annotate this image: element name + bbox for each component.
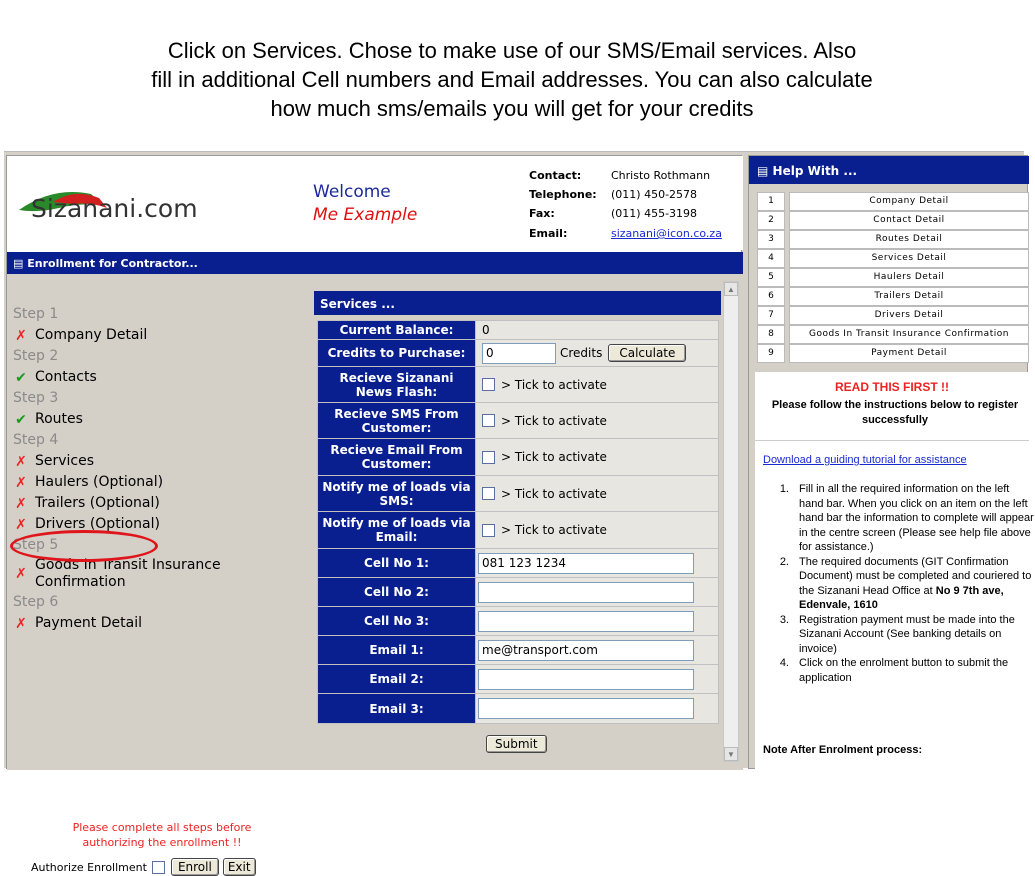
newsflash-cell [476,367,718,402]
notify-email-checkbox[interactable] [482,524,495,537]
help-num: 6 [757,287,785,306]
email3-row [318,694,718,723]
welcome-label: Welcome [313,182,391,202]
exit-button[interactable]: Exit [223,858,256,876]
list-text [799,555,1035,613]
list-number: 3. [779,613,789,626]
list-text: Registration payment must be made into the Sizanani Account (See banking details on invoice) [799,613,1015,655]
help-item-company[interactable] [757,192,1029,211]
nav-label: Goods In Transit Insurance Confirmation [35,557,221,590]
list-item [765,482,1035,555]
help-info-panel [755,372,1034,770]
step-5-heading: Step 5 [13,537,59,553]
window-icon: ▤ [13,257,24,270]
balance-row [318,321,718,340]
credits-input[interactable] [482,343,556,364]
telephone-label: Telephone: [529,188,597,201]
incomplete-x-icon: ✗ [15,566,27,582]
cell1-row [318,549,718,578]
caption-line-2: fill in additional Cell numbers and Email addresses. You can also calculate [151,67,873,92]
step-4-heading: Step 4 [13,432,59,448]
complete-check-icon: ✔ [15,411,27,428]
nav-label: Drivers (Optional) [35,516,160,532]
authorize-row [31,858,256,876]
credits-cell [476,340,718,366]
divider [755,440,1029,441]
step-nav [13,304,303,634]
list-number: 2. [779,555,789,568]
fax-value: (011) 455-3198 [611,207,698,220]
read-first-instructions: Please follow the instructions below to register successfully [771,399,1019,426]
help-frame [748,155,1034,769]
notify-email-cell [476,512,718,548]
help-item-trailers[interactable] [757,287,1029,306]
notify-email-row [318,512,718,549]
credits-label: Credits to Purchase: [318,340,476,366]
credits-unit: Credits [560,346,603,360]
help-item-contact[interactable] [757,211,1029,230]
help-label[interactable]: Routes Detail [789,230,1029,249]
help-num: 8 [757,325,785,344]
help-num: 2 [757,211,785,230]
calculate-button[interactable]: Calculate [608,344,686,362]
cell2-label: Cell No 2: [318,578,476,606]
notify-email-label: Notify me of loads via Email: [318,512,476,548]
nav-services[interactable] [13,451,303,472]
nav-haulers[interactable] [13,472,303,493]
nav-label: Services [35,453,95,469]
notify-sms-label: Notify me of loads via SMS: [318,476,476,511]
contact-label: Contact: [529,169,582,182]
incomplete-x-icon: ✗ [15,453,27,470]
cell2-input[interactable] [478,582,694,603]
nav-contacts[interactable] [13,367,303,388]
services-panel [314,291,721,758]
sms-customer-checkbox[interactable] [482,414,495,427]
list-number: 1. [779,483,789,495]
help-item-haulers[interactable] [757,268,1029,287]
cell2-row [318,578,718,607]
list-item [765,656,1035,685]
user-name: Me Example [313,205,418,225]
tick-text: > Tick to activate [501,377,607,392]
help-num: 9 [757,344,785,363]
nav-trailers[interactable] [13,493,303,514]
logo-text: Sizanani.com [31,194,198,223]
nav-label: Trailers (Optional) [35,495,160,511]
help-label[interactable]: Company Detail [789,192,1029,211]
step-6-heading: Step 6 [13,594,59,610]
instruction-caption [0,36,1024,123]
help-num: 7 [757,306,785,325]
cell2-cell [476,578,718,606]
help-item-payment[interactable] [757,344,1029,363]
services-title: Services ... [314,291,721,315]
submit-button[interactable]: Submit [486,735,547,753]
help-label[interactable]: Trailers Detail [789,287,1029,306]
tick-text: > Tick to activate [501,413,607,428]
step-2-heading: Step 2 [13,348,59,364]
credits-row [318,340,718,367]
browser-screenshot [4,151,1034,874]
nav-label: Contacts [35,369,97,385]
notify-sms-row [318,476,718,512]
help-num: 4 [757,249,785,268]
nav-routes[interactable] [13,409,303,430]
incomplete-x-icon: ✗ [15,495,27,512]
help-num: 5 [757,268,785,287]
help-num: 1 [757,192,785,211]
notify-sms-checkbox[interactable] [482,487,495,500]
newsflash-checkbox[interactable] [482,378,495,391]
sms-customer-label: Recieve SMS From Customer: [318,403,476,438]
incomplete-x-icon: ✗ [15,615,27,632]
authorize-checkbox[interactable] [152,861,165,874]
help-item-routes[interactable] [757,230,1029,249]
help-topic-list [757,192,1029,363]
cell1-input[interactable] [478,553,694,574]
cell3-label: Cell No 3: [318,607,476,635]
email-customer-cell [476,439,718,475]
tick-text: > Tick to activate [501,523,607,537]
help-label[interactable]: Goods In Transit Insurance Confirmation [789,325,1029,344]
balance-value: 0 [476,321,718,339]
scroll-down-icon[interactable]: ▼ [724,747,738,761]
head-office-address: No 9 7th ave, Edenvale, 1610 [799,584,1004,611]
email3-label: Email 3: [318,694,476,723]
email2-input[interactable] [478,669,694,690]
email-link[interactable]: sizanani@icon.co.za [611,227,722,240]
list-number: 4. [779,657,789,669]
email3-cell [476,694,718,723]
help-title: Help With ... [772,164,858,178]
list-text: Fill in all the required information on the left hand bar. When you click on an item on the left hand bar the information to complete will appear in the centre screen (Please see help file above for assistance.) [799,483,1034,553]
authorize-warning: Please complete all steps before authorizing the enrollment !! [72,821,252,849]
scroll-up-icon[interactable]: ▲ [724,282,738,296]
email-customer-checkbox[interactable] [482,451,495,464]
enroll-button[interactable]: Enroll [171,858,219,876]
nav-payment-detail[interactable] [13,613,303,634]
email2-row [318,665,718,694]
notify-sms-cell [476,476,718,511]
nav-label: Haulers (Optional) [35,474,164,490]
email3-input[interactable] [478,698,694,719]
help-label[interactable]: Payment Detail [789,344,1029,363]
help-item-drivers[interactable] [757,306,1029,325]
help-label[interactable]: Services Detail [789,249,1029,268]
help-label[interactable]: Contact Detail [789,211,1029,230]
email-customer-row [318,439,718,476]
help-num: 3 [757,230,785,249]
incomplete-x-icon: ✗ [15,516,27,533]
nav-label: Routes [35,411,83,427]
email1-input[interactable] [478,640,694,661]
help-item-services[interactable] [757,249,1029,268]
enrollment-title: Enrollment for Contractor... [27,257,198,270]
nav-company-detail[interactable] [13,325,303,346]
step-3-heading: Step 3 [13,390,59,406]
after-enrolment-note: Note After Enrolment process: [763,744,923,756]
contact-value: Christo Rothmann [611,169,711,182]
help-title-bar [749,156,1029,184]
sms-customer-cell [476,403,718,438]
email1-label: Email 1: [318,636,476,664]
list-text: Click on the enrolment button to submit the application [799,657,1009,684]
email2-cell [476,665,718,693]
authorize-label: Authorize Enrollment [31,860,147,874]
step-1-heading: Step 1 [13,306,59,322]
enrollment-title-bar [7,252,743,274]
list-text-part: The required documents (GIT Confirmation Document) must be completed and couriered to the Sizanani Head Office at [799,555,1032,597]
newsflash-row [318,367,718,403]
sms-customer-row [318,403,718,439]
help-item-git[interactable] [757,325,1029,344]
nav-label: Company Detail [35,327,148,343]
cell1-label: Cell No 1: [318,549,476,577]
main-frame [6,155,742,874]
fax-label: Fax: [529,207,555,220]
tick-text: > Tick to activate [501,486,607,501]
telephone-value: (011) 450-2578 [611,188,698,201]
routes-highlight-circle [10,530,158,562]
email-label: Email: [529,227,568,240]
email1-row [318,636,718,665]
list-item [765,613,1035,657]
list-item [765,555,1035,613]
incomplete-x-icon: ✗ [15,327,27,344]
tutorial-download-link[interactable]: Download a guiding tutorial for assistance [763,454,967,466]
caption-line-1: Click on Services. Chose to make use of our SMS/Email services. Also [167,38,857,63]
cell1-cell [476,549,718,577]
cell3-cell [476,607,718,635]
site-header [7,156,743,250]
email2-label: Email 2: [318,665,476,693]
complete-check-icon: ✔ [15,369,27,386]
help-steps-list [765,482,1035,685]
balance-label: Current Balance: [318,321,476,339]
services-form [317,320,719,724]
email-customer-label: Recieve Email From Customer: [318,439,476,475]
help-label[interactable]: Drivers Detail [789,306,1029,325]
help-label[interactable]: Haulers Detail [789,268,1029,287]
tick-text: > Tick to activate [501,450,607,464]
cell3-input[interactable] [478,611,694,632]
incomplete-x-icon: ✗ [15,474,27,491]
nav-git-confirmation[interactable] [13,556,303,592]
main-scrollbar[interactable] [723,281,739,762]
caption-line-3: how much sms/emails you will get for your credits [270,96,754,121]
newsflash-label: Recieve Sizanani News Flash: [318,367,476,402]
email1-cell [476,636,718,664]
window-icon: ▤ [757,164,769,178]
read-first-heading: READ THIS FIRST !! [835,380,949,394]
nav-label: Payment Detail [35,615,142,631]
cell3-row [318,607,718,636]
